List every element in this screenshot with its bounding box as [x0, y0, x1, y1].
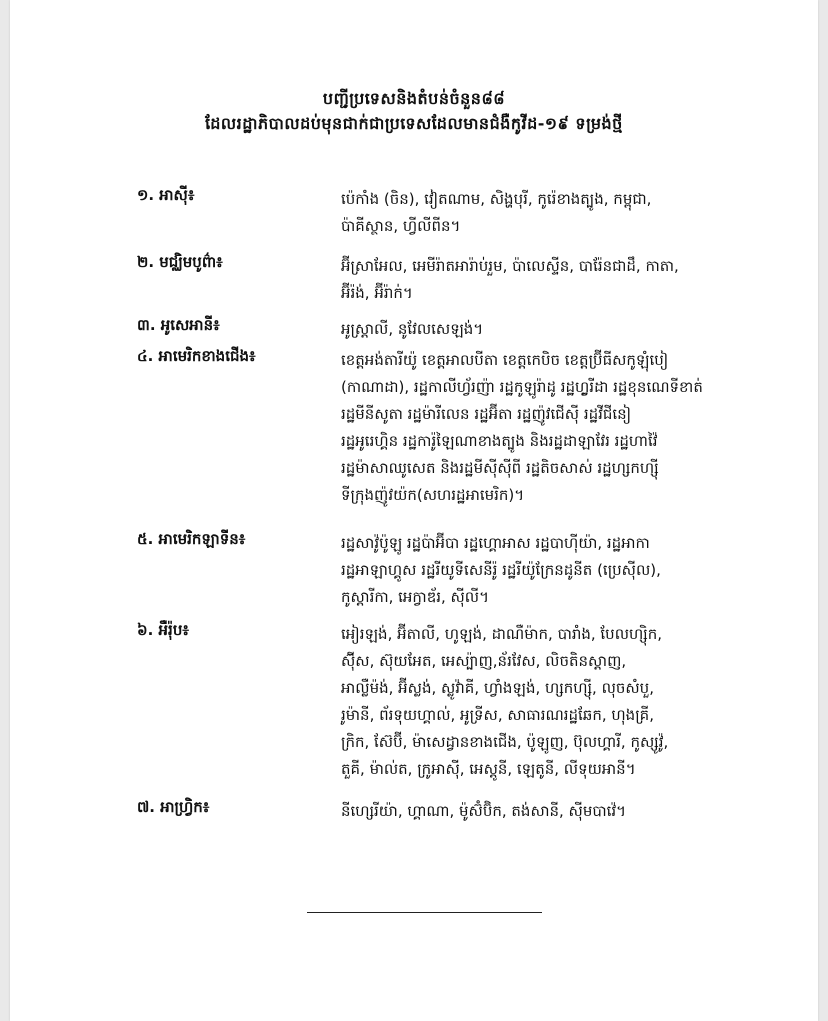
- body-line: ក្រិក, ស៊ែប៊ី, ម៉ាសេដ្វានខាងជើង, ប៉ូឡូញ, ប៊ុលហ្គារី, កូស្សូវ៉ូ,: [341, 733, 669, 751]
- body-line: អ៊ីរ៉ង់, អ៊ីរ៉ាក់។: [341, 284, 413, 302]
- body-line: ប៉េកាំង (ចិន), វៀតណាម, សិង្ហបុរី, កូរ៉េខាងត្បូង, កម្ពុជា,: [341, 190, 652, 208]
- body-line: រដ្ឋអូរេហ្គិន រដ្ឋការ៉ូឡៃណាខាងត្បូង និងរដ្ឋដាឡាវែរ រដ្ឋហាវ៉ៃ: [341, 432, 658, 450]
- section-label: ២. មជ្ឈិមបូព៌ា៖: [137, 253, 223, 271]
- body-line: អៀរឡង់, អ៊ីតាលី, ហូឡង់, ដាណឺម៉ាក, បារាំង, បែលហ្ស៊ិក,: [341, 625, 663, 643]
- body-line: អាល្លឺម៉ង់, អ៊ីស្លង់, ស្លូវ៉ាគី, ហ្វាំងឡង់, ហ្សកហ្ស៊ី, លុចសំបួ,: [341, 679, 654, 697]
- document-page: [10, 0, 818, 1021]
- body-line: រដ្ឋមីនីសូតា រដ្ឋម៉ារីលេន រដ្ឋអ៊ីតា រដ្ឋញ៉ូវជើស៊ី រដ្ឋវីជីនៀ: [341, 405, 632, 423]
- body-line: ខេត្តអង់តារីយ៉ូ ខេត្តអាលបីតា ខេត្តកេបិច ខេត្តប្រ៊ីធីសកូឡុំបៀ: [341, 351, 669, 369]
- section-body: [341, 347, 721, 509]
- body-line: រដ្ឋម៉ាសាឈូសេត និងរដ្ឋមីស៊ីស៊ីពី រដ្ឋតិចសាស់ រដ្ឋហ្សកហ្ស៊ី: [341, 459, 659, 477]
- section-label: ៧. អាហ្វ្រិក៖: [137, 798, 210, 816]
- body-line: រូម៉ានី, ព័រទុយហ្គាល់, អូទ្រីស, សាធារណរដ្ឋឆែក, ហុងគ្រី,: [341, 706, 654, 724]
- body-line: អូស្ត្រាលី, នូវែលសេឡង់។: [341, 320, 484, 338]
- body-line: តួគី, ម៉ាល់ត, ក្រូអាស៊ី, អេស្តូនី, ឡេតូនី, លីទុយអានី។: [341, 760, 636, 778]
- section-body: [341, 253, 721, 307]
- section-body: [341, 798, 721, 825]
- section-label: ៥. អាមេរិកឡាទីន៖: [137, 530, 246, 548]
- body-line: កូស្តារីកា, អេក្វាឌ័រ, ស៊ីលី។: [341, 588, 489, 606]
- body-line: (កាណាដា), រដ្ឋកាលីហ្វ័រញ៉ា រដ្ឋកូឡូរ៉ាដូ រដ្ឋហ្វ្លរីដា រដ្ឋខុនណេទីខាត់: [341, 378, 703, 396]
- section-label: ៣. អូសេអានី៖: [137, 316, 220, 334]
- closing-rule: [307, 912, 542, 913]
- section-body: [341, 530, 721, 611]
- body-line: រដ្ឋអាឡាហ្គូស រដ្ឋរីយូទីសេនីរ៉ូ រដ្ឋរីយ៉ូក្រែនដូនីត (ប្រេស៊ីល),: [341, 561, 661, 579]
- document-title-line-1: បញ្ជីប្រទេសនិងតំបន់ចំនួន៨៨: [322, 89, 506, 108]
- body-line: រដ្ឋសាវ៉ូប៉ូឡូ រដ្ឋប៉ាអ៊ីបា រដ្ឋហ្គោអាស រដ្ឋបាហ៊ីយ៉ា, រដ្ឋអាកា: [341, 534, 650, 552]
- document-title-line-2: ដែលរដ្ឋាភិបាលដប់មុនជាក់ជាប្រទេសដែលមានជំងឺកូវីដ-១៩ ទម្រង់ថ្មី: [205, 114, 623, 133]
- body-line: ទីក្រុងញ៉ូវយ៉ក(សហរដ្ឋអាមេរិក)។: [341, 486, 525, 504]
- section-label: ៤. អាមេរិកខាងជើង៖: [137, 347, 256, 365]
- body-line: អ៊ីស្រាអែល, អេមីរ៉ាតអារ៉ាប់រួម, ប៉ាលេស្ទីន, បារ៉ែនជាដឹ, កាតា,: [341, 257, 679, 275]
- body-line: ប៉ាគីស្ថាន, ហ្វីលីពីន។: [341, 217, 461, 235]
- section-label: ៦. អឺរ៉ុប៖: [137, 621, 189, 639]
- body-line: នីហ្សេរីយ៉ា, ហ្គាណា, ម៉ូស៊ំប៊ិក, តង់សានី, ស៊ីមបាវ៉េ។: [341, 802, 627, 820]
- section-body: [341, 621, 721, 783]
- section-body: [341, 186, 721, 240]
- body-line: ស៊ុីស, ស៊ុយអែត, អេស្ប៉ាញ,ន័រវែស, លិចតិនស្តាញ,: [341, 652, 627, 670]
- section-body: [341, 316, 721, 343]
- section-label: ១. អាស៊ី៖: [137, 186, 195, 204]
